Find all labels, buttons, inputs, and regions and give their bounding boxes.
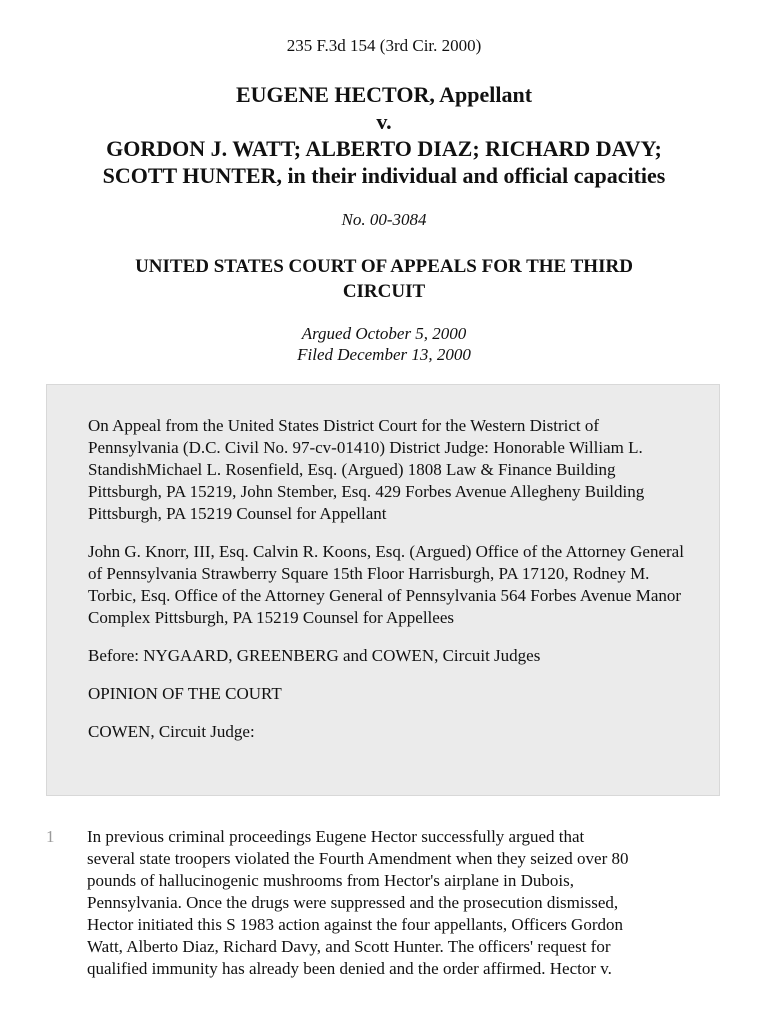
paragraph-number: 1 xyxy=(46,827,55,846)
paragraph-text xyxy=(87,826,727,980)
appeal-and-appellant-counsel: On Appeal from the United States District Court for the Western District of Pennsylvania (D.C. Civil No. 97-cv-01410) District Judge: Honorable William L. StandishMichael L. Rosenfield, Esq. (Argued) 1808 Law & Finance Building Pittsburgh, PA 15219, John Stember, Esq. 429 Forbes Avenue Allegheny Building Pittsburgh, PA 15219 Counsel for Appellant xyxy=(88,416,645,523)
paragraph-line: Pennsylvania. Once the drugs were suppressed and the prosecution dismissed, xyxy=(87,893,619,912)
court-name-line1: UNITED STATES COURT OF APPEALS FOR THE THIRD xyxy=(135,256,633,277)
opinion-author: COWEN, Circuit Judge: xyxy=(88,722,255,741)
appellant-name: EUGENE HECTOR, Appellant xyxy=(235,82,533,107)
judges-panel: Before: NYGAARD, GREENBERG and COWEN, Circuit Judges xyxy=(88,646,541,665)
case-caption xyxy=(40,81,728,189)
paragraph-line: several state troopers violated the Fourth Amendment when they seized over 80 xyxy=(87,849,629,868)
argued-date: Argued October 5, 2000 xyxy=(301,324,467,343)
paragraph-line: pounds of hallucinogenic mushrooms from Hector's airplane in Dubois, xyxy=(87,871,574,890)
paragraph-line: Hector initiated this S 1983 action against the four appellants, Officers Gordon xyxy=(87,915,623,934)
paragraph-line: Watt, Alberto Diaz, Richard Davy, and Scott Hunter. The officers' request for xyxy=(87,937,611,956)
case-dates xyxy=(0,323,768,365)
case-preamble-box xyxy=(46,384,720,796)
filed-date: Filed December 13, 2000 xyxy=(297,345,471,364)
appellees-counsel: John G. Knorr, III, Esq. Calvin R. Koons, Esq. (Argued) Office of the Attorney General of Pennsylvania Strawberry Square 15th Floor Harrisburgh, PA 17120, Rodney M. Torbic, Esq. Office of the Attorney General of Pennsylvania 564 Forbes Avenue Manor Complex Pittsburgh, PA 15219 Counsel for Appellees xyxy=(88,542,684,627)
docket-number: No. 00-3084 xyxy=(341,210,427,229)
versus-label: v. xyxy=(376,109,392,134)
paragraph-line: qualified immunity has already been denied and the order affirmed. Hector v. xyxy=(87,959,612,978)
court-name xyxy=(60,254,708,304)
opinion-heading: OPINION OF THE COURT xyxy=(88,684,282,703)
appellees-capacity: SCOTT HUNTER, in their individual and official capacities xyxy=(102,163,666,188)
paragraph-line: In previous criminal proceedings Eugene Hector successfully argued that xyxy=(87,827,585,846)
case-citation: 235 F.3d 154 (3rd Cir. 2000) xyxy=(286,36,482,55)
court-name-line2: CIRCUIT xyxy=(342,281,426,302)
appellees-names: GORDON J. WATT; ALBERTO DIAZ; RICHARD DAVY; xyxy=(106,136,662,161)
